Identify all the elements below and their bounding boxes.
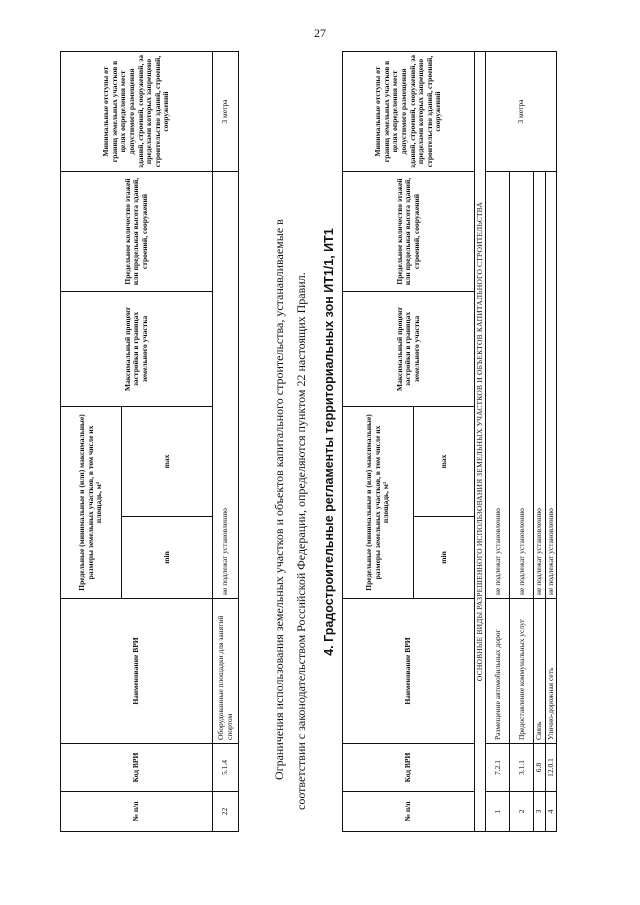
row-code: 5.1.4	[213, 744, 239, 792]
header-name: Наименование ВРИ	[343, 599, 475, 744]
header-area-limits: Предельные (минимальные и (или) максимальные) размеры земельных участков, в том числе их площадь, м²	[61, 406, 122, 598]
restrictions-paragraph	[268, 70, 312, 810]
section-title-row: ОСНОВНЫЕ ВИДЫ РАЗРЕШЕННОГО ИСПОЛЬЗОВАНИЯ ЗЕМЕЛЬНЫХ УЧАСТКОВ И ОБЪЕКТОВ КАПИТАЛЬНОГО СТРОИТЕЛЬСТВА	[475, 51, 486, 831]
header-code: Код ВРИ	[343, 744, 475, 792]
row-no: 3	[534, 792, 545, 832]
header-max: max	[122, 406, 213, 516]
header-min: min	[122, 517, 213, 599]
regulations-table-continued	[60, 51, 239, 832]
table-row	[213, 51, 239, 831]
row-setback: 3 метра	[213, 51, 239, 171]
header-max-percent: Максимальный процент застройки в границах земельного участка	[343, 291, 475, 406]
row-name: Оборудованные площадки для занятий спортом	[213, 599, 239, 744]
row-code: 6.8	[534, 744, 545, 792]
row-code: 3.1.1	[510, 744, 534, 792]
row-no: 22	[213, 792, 239, 832]
row-name: Улично-дорожная сеть	[545, 599, 556, 744]
table-row	[486, 51, 510, 831]
page-number: 27	[314, 26, 326, 40]
section-heading: 4. Градостроительные регламенты территориальных зон ИТ1/1, ИТ1	[322, 228, 336, 656]
row-no: 4	[545, 792, 556, 832]
regulations-table-it1	[342, 51, 557, 832]
header-max: max	[414, 406, 475, 516]
row-name: Связь	[534, 599, 545, 744]
row-area-limits: не подлежат установлению	[213, 171, 239, 598]
row-area-limits: не подлежат установлению	[545, 171, 556, 598]
row-area-limits: не подлежат установлению	[534, 171, 545, 598]
header-name: Наименование ВРИ	[61, 599, 213, 744]
header-floors: Предельное количество этажей или предельная высота зданий, строений, сооружений	[61, 171, 213, 291]
header-min: min	[414, 517, 475, 599]
rotated-page-content	[60, 52, 580, 832]
header-area-limits: Предельные (минимальные и (или) максимальные) размеры земельных участков, в том числе их площадь, м²	[343, 406, 414, 598]
header-setbacks: Минимальные отступы от границ земельных участков в целях определения мест допустимого размещения зданий, строений, сооружений, за пределами которых запрещено строительство зданий, строений, сооружений	[61, 51, 213, 171]
row-area-limits: не подлежат установлению	[486, 171, 510, 598]
header-max-percent: Максимальный процент застройки в границах земельного участка	[61, 291, 213, 406]
paragraph-line-1: Ограничения использования земельных участков и объектов капитального строительства, устанавливаемые в	[272, 219, 286, 780]
setback-merged-cell: 3 метра	[486, 51, 557, 171]
paragraph-line-2: соответствии с законодательством Российской Федерации, определяются пунктом 22 настоящих Правил.	[294, 272, 308, 810]
header-code: Код ВРИ	[61, 744, 213, 792]
row-no: 1	[486, 792, 510, 832]
header-floors: Предельное количество этажей или предельная высота зданий, строений, сооружений	[343, 171, 475, 291]
header-no: № п/п	[343, 792, 475, 832]
header-setbacks: Минимальные отступы от границ земельных участков в целях определения мест допустимого размещения зданий, строений, сооружений, за пределами которых запрещено строительство зданий, строений, сооружений	[343, 51, 475, 171]
row-no: 2	[510, 792, 534, 832]
row-area-limits: не подлежат установлению	[510, 171, 534, 598]
row-name: Размещение автомобильных дорог	[486, 599, 510, 744]
row-name: Предоставление коммунальных услуг	[510, 599, 534, 744]
row-code: 12.0.1	[545, 744, 556, 792]
row-code: 7.2.1	[486, 744, 510, 792]
header-no: № п/п	[61, 792, 213, 832]
